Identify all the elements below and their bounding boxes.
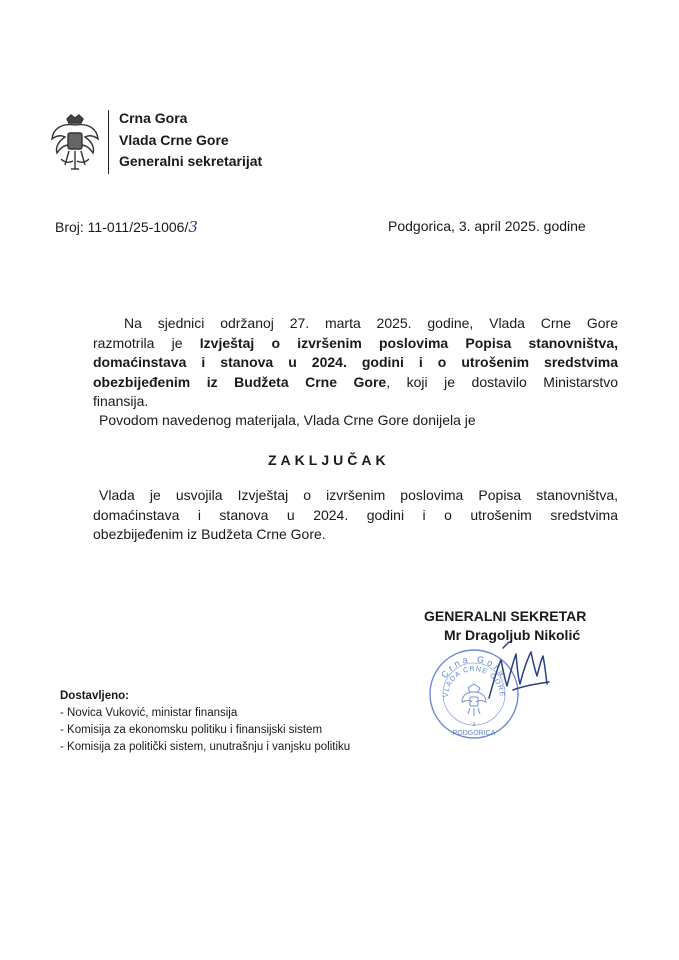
coat-of-arms-icon <box>47 113 103 173</box>
paragraph-intro-line-1: Na sjednici održanoj 27. marta 2025. godine, Vlada Crne Gore <box>124 315 618 331</box>
paragraph-conclusion <box>93 486 618 545</box>
country-name: Crna Gora <box>119 110 188 126</box>
stamp-text-top: Crna Gora <box>439 653 509 680</box>
stamp-number: 1 <box>472 722 476 728</box>
signatory-title: GENERALNI SEKRETAR <box>424 608 587 624</box>
reference-label: Broj: 11-011/25-1006/ <box>55 219 189 235</box>
institution-header <box>119 108 262 173</box>
reference-handwritten-suffix: 3 <box>188 218 198 236</box>
paragraph-intro-line-4: obezbijeđenim iz Budžeta Crne Gore, koji je dostavilo Ministarstvo <box>93 373 618 390</box>
header-divider <box>108 110 109 174</box>
paragraph-intro <box>93 314 618 412</box>
distribution-item: - Novica Vuković, ministar finansija <box>60 707 238 719</box>
distribution-item: - Komisija za politički sistem, unutrašnju i vanjsku politiku <box>60 741 351 753</box>
paragraph-conclusion-line-2: domaćinstava i stanova u 2024. godini i o utrošenim sredstvima <box>93 506 618 523</box>
distribution-list <box>60 688 350 756</box>
paragraph-intro-line-2: razmotrila je Izvještaj o izvršenim poslovima Popisa stanovništva, <box>93 334 618 351</box>
paragraph-conclusion-line-3: obezbijeđenim iz Budžeta Crne Gore. <box>93 526 326 542</box>
office-name: Generalni sekretarijat <box>119 153 263 169</box>
paragraph-conclusion-line-1: Vlada je usvojila Izvještaj o izvršenim poslovima Popisa stanovništva, <box>99 487 618 503</box>
government-name: Vlada Crne Gore <box>119 131 229 148</box>
signatory-name: Mr Dragoljub Nikolić <box>444 627 581 643</box>
stamp-text-middle: VLADA CRNE GORE <box>442 665 506 698</box>
conclusion-heading: ZAKLJUČAK <box>268 452 390 468</box>
handwritten-signature <box>483 640 555 708</box>
paragraph-intro-line-5: finansija. <box>93 393 149 409</box>
reference-number <box>55 218 198 236</box>
distribution-item: - Komisija za ekonomsku politiku i finansijski sistem <box>60 724 323 736</box>
document-date: Podgorica, 3. april 2025. godine <box>388 218 586 234</box>
distribution-title: Dostavljeno: <box>60 690 130 702</box>
stamp-city: PODGORICA <box>452 730 496 737</box>
paragraph-intro-line-3: domaćinstava i stanova u 2024. godini i o utrošenim sredstvima <box>93 354 618 370</box>
paragraph-decision-intro: Povodom navedenog materijala, Vlada Crne Gore donijela je <box>99 412 476 428</box>
